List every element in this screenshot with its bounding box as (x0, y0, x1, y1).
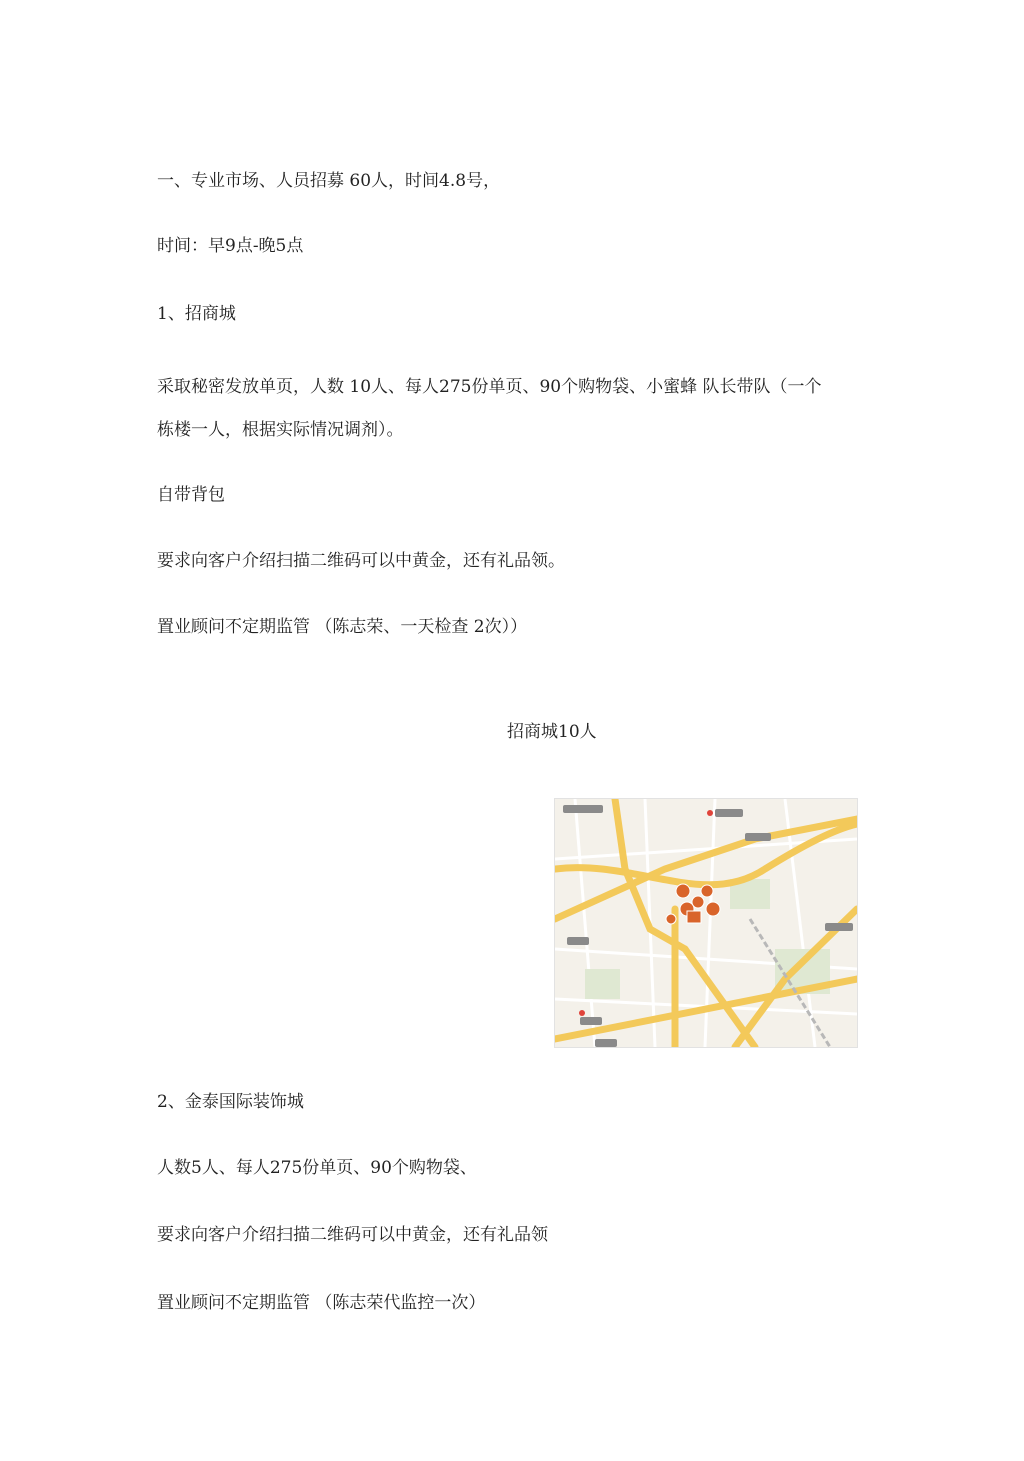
map-label-tag (563, 805, 603, 813)
map-caption: 招商城10人 (507, 722, 597, 742)
item2-title: 2、金泰国际装饰城 (157, 1092, 304, 1112)
item1-requirement: 要求向客户介绍扫描二维码可以中黄金，还有礼品领。 (157, 551, 565, 571)
map-marker (706, 902, 720, 916)
item2-desc: 人数5人、每人275份单页、90个购物袋、 (157, 1158, 477, 1178)
item1-supervision: 置业顾问不定期监管 （陈志荣、一天检查 2次）） (157, 617, 528, 637)
section1-time: 时间：早9点-晚5点 (157, 236, 304, 256)
section1-heading: 一、专业市场、人员招募 60人，时间4.8号， (157, 171, 501, 191)
item1-title: 1、招商城 (157, 304, 236, 324)
map-image (555, 799, 857, 1047)
poi-dot (579, 1010, 585, 1016)
location-map (554, 798, 858, 1048)
map-marker (692, 896, 704, 908)
map-label-tag (715, 809, 743, 817)
item1-bag: 自带背包 (157, 485, 225, 505)
map-marker (666, 914, 676, 924)
item1-desc-line2: 栋楼一人，根据实际情况调剂）。 (157, 420, 404, 440)
map-label-tag (580, 1017, 602, 1025)
map-label-tag (567, 937, 589, 945)
item2-supervision: 置业顾问不定期监管 （陈志荣代监控一次） (157, 1293, 486, 1313)
item1-desc-line1: 采取秘密发放单页，人数 10人、每人275份单页、90个购物袋、小蜜蜂 队长带队（一个 (157, 377, 822, 397)
map-label-tag (825, 923, 853, 931)
map-marker-block (687, 911, 701, 923)
map-label-tag (595, 1039, 617, 1047)
map-marker (676, 884, 690, 898)
map-label-tag (745, 833, 771, 841)
poi-dot (707, 810, 713, 816)
map-marker (701, 885, 713, 897)
item2-requirement: 要求向客户介绍扫描二维码可以中黄金，还有礼品领 (157, 1225, 548, 1245)
